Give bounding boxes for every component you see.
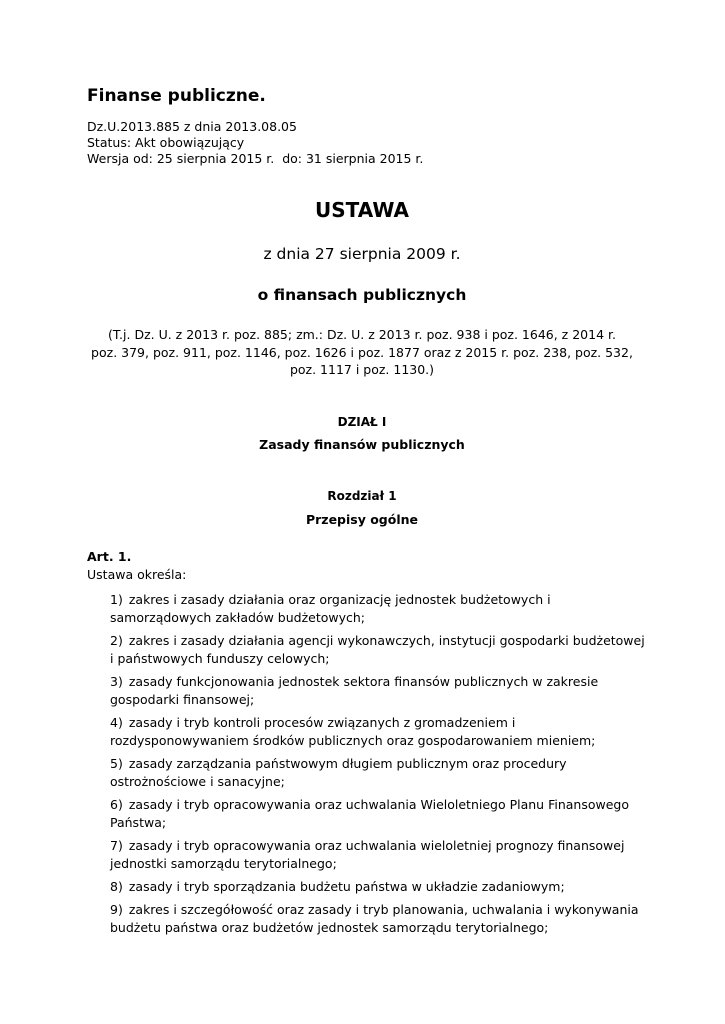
article-point-text: zasady zarządzania państwowym długiem publicznym oraz procedury: [128, 756, 567, 771]
article-point-line: [110, 673, 645, 691]
article-point-text: jednostki samorządu terytorialnego;: [110, 856, 337, 871]
article-point-text: zasady i tryb opracowywania oraz uchwalania Wieloletniego Planu Finansowego: [128, 797, 629, 812]
article-point-text: Państwa;: [110, 815, 167, 830]
article-point-number: 6): [110, 797, 123, 812]
article-point-text: samorządowych zakładów budżetowych;: [110, 610, 365, 625]
article-point-number: 3): [110, 674, 123, 689]
article-point-line: [110, 919, 645, 937]
article-point-text: zasady i tryb kontroli procesów związanych z gromadzeniem i: [128, 715, 516, 730]
division-title: Zasady finansów publicznych: [259, 437, 465, 452]
article-point-text: zakres i zasady działania agencji wykonawczych, instytucji gospodarki budżetowej: [128, 633, 645, 648]
article-point-line: [110, 755, 645, 773]
meta-journal-reference: Dz.U.2013.885 z dnia 2013.08.05: [87, 119, 297, 134]
article-point-text: gospodarki finansowej;: [110, 692, 255, 707]
article-point: [110, 755, 645, 791]
article-point-line: [110, 632, 645, 650]
chapter-label: Rozdział 1: [327, 489, 397, 503]
article-point-line: [110, 814, 645, 832]
act-type-heading: USTAWA: [315, 198, 409, 222]
document-metadata: [87, 119, 423, 167]
article-point: [110, 901, 645, 937]
meta-version-range: Wersja od: 25 sierpnia 2015 r. do: 31 sierpnia 2015 r.: [87, 151, 424, 166]
article-point: [110, 591, 645, 627]
article-point-text: zasady funkcjonowania jednostek sektora finansów publicznych w zakresie: [128, 674, 599, 689]
article-point-line: [110, 796, 645, 814]
article-point-line: [110, 837, 645, 855]
act-refs-line: (T.j. Dz. U. z 2013 r. poz. 885; zm.: Dz. U. z 2013 r. poz. 938 i poz. 1646, z 2014 r.: [108, 327, 616, 342]
article-point: [110, 878, 645, 896]
act-date: z dnia 27 sierpnia 2009 r.: [263, 245, 461, 263]
document-title: Finanse publiczne.: [87, 86, 266, 106]
article-point-line: [110, 878, 645, 896]
article-point: [110, 714, 645, 750]
article-point-number: 7): [110, 838, 123, 853]
article-point-text: zakres i zasady działania oraz organizację jednostek budżetowych i: [128, 592, 551, 607]
article-point: [110, 796, 645, 832]
article-point-number: 2): [110, 633, 123, 648]
article-point: [110, 673, 645, 709]
article-points-list: [110, 591, 645, 942]
article-point: [110, 632, 645, 668]
article-point-number: 4): [110, 715, 123, 730]
act-name: o finansach publicznych: [257, 286, 467, 304]
article-point-number: 8): [110, 879, 123, 894]
article-point-text: zakres i szczegółowość oraz zasady i tryb planowania, uchwalania i wykonywania: [128, 902, 639, 917]
article-point-text: zasady i tryb sporządzania budżetu państwa w układzie zadaniowym;: [128, 879, 565, 894]
article-point-line: [110, 901, 645, 919]
division-label: DZIAŁ I: [337, 415, 387, 429]
article-point-text: zasady i tryb opracowywania oraz uchwalania wieloletniej prognozy finansowej: [128, 838, 625, 853]
article-point-number: 1): [110, 592, 123, 607]
article-point-line: [110, 714, 645, 732]
article-point-text: i państwowych funduszy celowych;: [110, 651, 330, 666]
article-point-line: [110, 609, 645, 627]
article-point-line: [110, 773, 645, 791]
act-refs-line: poz. 1117 i poz. 1130.): [289, 362, 435, 377]
act-amendment-references: [87, 326, 637, 379]
article-point-number: 9): [110, 902, 123, 917]
act-refs-line: poz. 379, poz. 911, poz. 1146, poz. 1626 i poz. 1877 oraz z 2015 r. poz. 238, poz. 532,: [91, 344, 633, 360]
article-point-text: rozdysponowywaniem środków publicznych oraz gospodarowaniem mieniem;: [110, 733, 596, 748]
article-point-line: [110, 691, 645, 709]
meta-status: Status: Akt obowiązujący: [87, 135, 245, 150]
article-point-text: ostrożnościowe i sanacyjne;: [110, 774, 285, 789]
chapter-title: Przepisy ogólne: [305, 512, 419, 527]
article-point-line: [110, 650, 645, 668]
article-point-text: budżetu państwa oraz budżetów jednostek samorządu terytorialnego;: [110, 920, 549, 935]
article-point-line: [110, 855, 645, 873]
article-point-line: [110, 591, 645, 609]
article-label: Art. 1.: [87, 549, 132, 564]
article-point-number: 5): [110, 756, 123, 771]
article-point-line: [110, 732, 645, 750]
article-intro: Ustawa określa:: [87, 567, 187, 582]
article-point: [110, 837, 645, 873]
